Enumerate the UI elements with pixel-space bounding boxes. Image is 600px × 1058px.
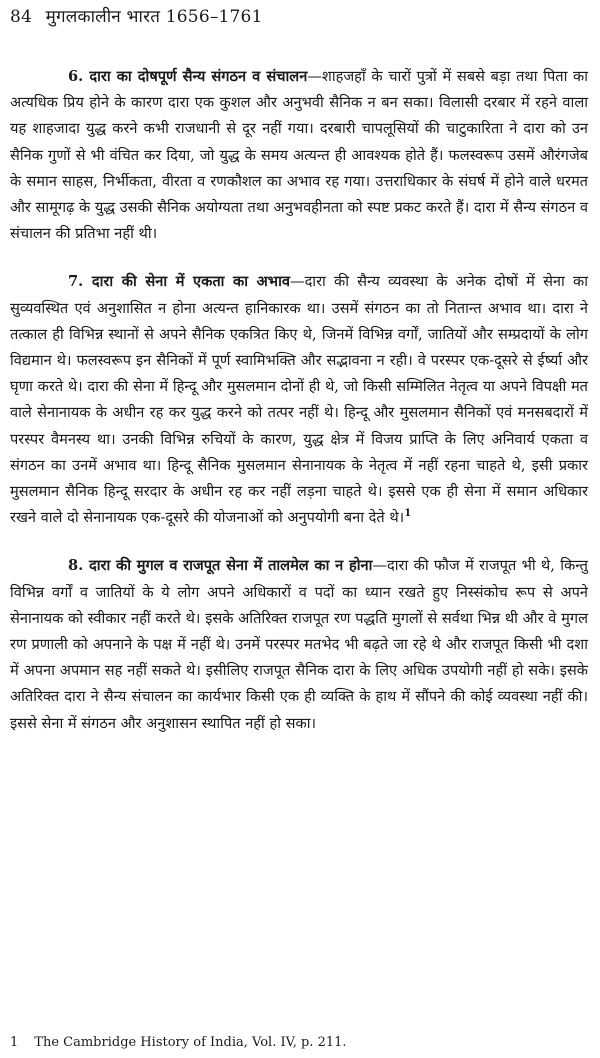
section-7 — [10, 269, 588, 531]
paragraph — [10, 553, 588, 736]
footnote-number: 1 — [10, 1035, 19, 1050]
running-header — [10, 4, 588, 30]
footnote — [10, 1034, 347, 1052]
section-body: —शाहजहाँ के चारों पुत्रों में सबसे बड़ा तथा पिता का अत्यधिक प्रिय होने के कारण दारा एक कुशल और अनुभवी सैनिक न बन सका। विलासी दरबार में रहने वाला यह शाहजादा युद्ध करने कभी राजधानी से दूर नहीं गया। दरबारी चापलूसियों की चाटुकारिता ने दारा को उन सैनिक गुणों से भी वंचित कर दिया, जो युद्ध के समय अत्यन्त ही आवश्यक होते हैं। फलस्वरूप उसमें औरंगजेब के समान साहस, निर्भीकता, वीरता व रणकौशल का अभाव रह गया। उत्तराधिकार के संघर्ष में होने वाले धरमत और सामूगढ़ के युद्ध उसकी सैनिक अयोग्यता तथा अनुभवहीनता को स्पष्ट प्रकट करते हैं। दारा में सैन्य संगठन व संचालन की प्रतिभा नहीं थी। — [10, 68, 589, 243]
section-heading: 8. दारा की मुगल व राजपूत सेना में तालमेल का न होना — [68, 557, 373, 575]
page-number: 84 — [10, 7, 33, 27]
section-body: —दारा की सैन्य व्यवस्था के अनेक दोषों में सेना का सुव्यवस्थित एवं अनुशासित न होना अत्यन्त हानिकारक था। उसमें संगठन का तो नितान्त अभाव था। दारा ने तत्काल ही विभिन्न स्थानों से अपने सैनिक एकत्रित किए थे, जिनमें विभिन्न वर्गों, जातियों और सम्प्रदायों के लोग विद्यमान थे। फलस्वरूप इन सैनिकों में पूर्ण स्वामिभक्ति और सद्भावना न रही। वे परस्पर एक-दूसरे से ईर्ष्या और घृणा करते थे। दारा की सेना में हिन्दू और मुसलमान दोनों ही थे, जो किसी सम्मिलित नेतृत्व या अपने विपक्षी मत वाले सेनानायक के अधीन रह कर युद्ध करने को तत्पर नहीं थे। हिन्दू और मुसलमान सैनिकों एवं मनसबदारों में परस्पर वैमनस्य था। उनकी विभिन्न रुचियों के कारण, युद्ध क्षेत्र में विजय प्राप्ति के लिए अनिवार्य एकता व संगठन का उनमें अभाव था। हिन्दू सैनिक मुसलमान सेनानायक के नेतृत्व में नहीं रहना चाहते थे, इसी प्रकार मुसलमान सैनिक हिन्दू सरदार के अधीन रह कर नहीं लड़ना चाहते थे। इससे एक ही सेना में समान अधिकार रखने वाले दो सेनानायक एक-दूसरे की योजनाओं को अनुपयोगी बना देते थे। — [10, 273, 588, 527]
section-heading: 6. दारा का दोषपूर्ण सैन्य संगठन व संचालन — [68, 68, 308, 85]
paragraph — [10, 64, 588, 247]
footnote-text: The Cambridge History of India, Vol. IV, p. 211. — [34, 1035, 347, 1050]
book-years: 1656–1761 — [165, 7, 263, 27]
section-heading: 7. दारा की सेना में एकता का अभाव — [68, 273, 290, 291]
section-6 — [10, 64, 588, 247]
paragraph — [10, 269, 588, 531]
book-title: मुगलकालीन भारत — [45, 7, 161, 27]
section-8 — [10, 553, 588, 736]
section-body: —दारा की फौज में राजपूत भी थे, किन्तु विभिन्न वर्गों व जातियों के ये लोग अपने अधिकारों व पदों का ध्यान रखते हुए निस्संकोच रूप से अपने सेनानायक को स्वीकार नहीं करते थे। इसके अतिरिक्त राजपूत रण पद्धति मुगलों से सर्वथा भिन्न थी और वे मुगल रण प्रणाली को अपनाने के पक्ष में नहीं थे। उनमें परस्पर मतभेद भी बढ़ते जा रहे थे और राजपूत किसी भी दशा में अपना अपमान सह नहीं सकते थे। इसीलिए राजपूत सैनिक दारा के लिए अधिक उपयोगी नहीं हो सके। इसके अतिरिक्त दारा ने सैन्य संचालन का कार्यभार किसी एक ही व्यक्ति के हाथ में सौंपने की कोई व्यवस्था नहीं की। इससे सेना में संगठन और अनुशासन स्थापित नहीं हो सका। — [10, 557, 589, 732]
footnote-reference[interactable]: 1 — [404, 508, 412, 520]
